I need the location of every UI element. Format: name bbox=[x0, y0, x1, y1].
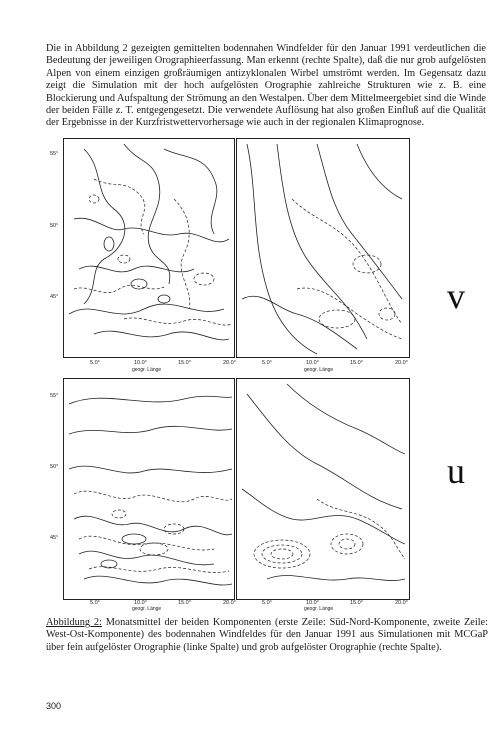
y-tick-45-row2: 45° bbox=[50, 535, 59, 541]
row-label-v: v bbox=[447, 276, 465, 316]
y-tick-55-row2: 55° bbox=[50, 393, 59, 399]
x-tick-20-row1-left: 20.0° bbox=[223, 360, 236, 366]
x-tick-20-row1-right: 20.0° bbox=[395, 360, 408, 366]
contour-plot-u-coarse bbox=[237, 379, 409, 599]
intro-paragraph: Die in Abbildung 2 gezeigten gemittelten bodennahen Windfelder für den Januar 1991 verdeutlichen die Bedeutung der jeweiligen Orographieerfassung. Man erkennt (rechte Spalte), daß die nur grob aufgelösten Alpen von einem einzigen großräumigen antizyklonalen Wirbel umströmt werden. Im Gegensatz dazu zeigt die Simulation mit der hoch aufgelösten Orographie zahlreiche Strukturen wie z. B. eine Blockierung und Aufspaltung der Strömung an den Westalpen. Über dem Mittelmeergebiet sind die Winde der beiden Fälle z. T. entgegengesetzt. Die verwendete Auflösung hat also großen Einfluß auf die Qualität der Ergebnisse in der Kurzfristwettervorhersage wie auch in der regionalen Klimaprognose. bbox=[46, 43, 486, 129]
caption-text: Monatsmittel der beiden Komponenten (erste Zeile: Süd-Nord-Komponente, zweite Zeile: West-Ost-Komponente) des bodennahen Windfeldes für den Januar 1991 aus Simulationen mit MCGaP über fein aufgelöster Orographie (linke Spalte) und grob aufgelöster Orographie (rechte Spalte). bbox=[46, 617, 488, 653]
x-axis-title-row1-left: geogr. Länge bbox=[132, 367, 162, 373]
figure-caption bbox=[46, 617, 488, 654]
contour-plot-v-coarse bbox=[237, 139, 409, 357]
y-tick-50-row1: 50° bbox=[50, 223, 59, 229]
y-tick-45-row1: 45° bbox=[50, 294, 59, 300]
x-tick-10-row1-right: 10.0° bbox=[306, 360, 319, 366]
x-tick-5-row2-left: 5.0° bbox=[90, 600, 100, 606]
x-tick-5-row1-right: 5.0° bbox=[262, 360, 272, 366]
x-tick-15-row1-right: 15.0° bbox=[350, 360, 363, 366]
x-axis-title-row2-left: geogr. Länge bbox=[132, 606, 162, 612]
x-axis-title-row2-right: geogr. Länge bbox=[304, 606, 334, 612]
panel-u-fine bbox=[63, 378, 235, 600]
panel-v-coarse bbox=[236, 138, 410, 358]
y-tick-55-row1: 55° bbox=[50, 151, 59, 157]
caption-lead: Abbildung 2: bbox=[46, 617, 102, 628]
row-label-u: u bbox=[447, 451, 465, 491]
x-tick-15-row2-right: 15.0° bbox=[350, 600, 363, 606]
x-axis-title-row1-right: geogr. Länge bbox=[304, 367, 334, 373]
x-tick-10-row2-left: 10.0° bbox=[134, 600, 147, 606]
x-tick-20-row2-left: 20.0° bbox=[223, 600, 236, 606]
x-tick-10-row1-left: 10.0° bbox=[134, 360, 147, 366]
x-tick-5-row1-left: 5.0° bbox=[90, 360, 100, 366]
contour-plot-v-fine bbox=[64, 139, 234, 357]
x-tick-20-row2-right: 20.0° bbox=[395, 600, 408, 606]
panel-v-fine bbox=[63, 138, 235, 358]
x-tick-10-row2-right: 10.0° bbox=[306, 600, 319, 606]
x-tick-15-row2-left: 15.0° bbox=[178, 600, 191, 606]
y-tick-50-row2: 50° bbox=[50, 464, 59, 470]
x-tick-5-row2-right: 5.0° bbox=[262, 600, 272, 606]
contour-plot-u-fine bbox=[64, 379, 234, 599]
page-number: 300 bbox=[46, 701, 62, 711]
x-tick-15-row1-left: 15.0° bbox=[178, 360, 191, 366]
panel-u-coarse bbox=[236, 378, 410, 600]
